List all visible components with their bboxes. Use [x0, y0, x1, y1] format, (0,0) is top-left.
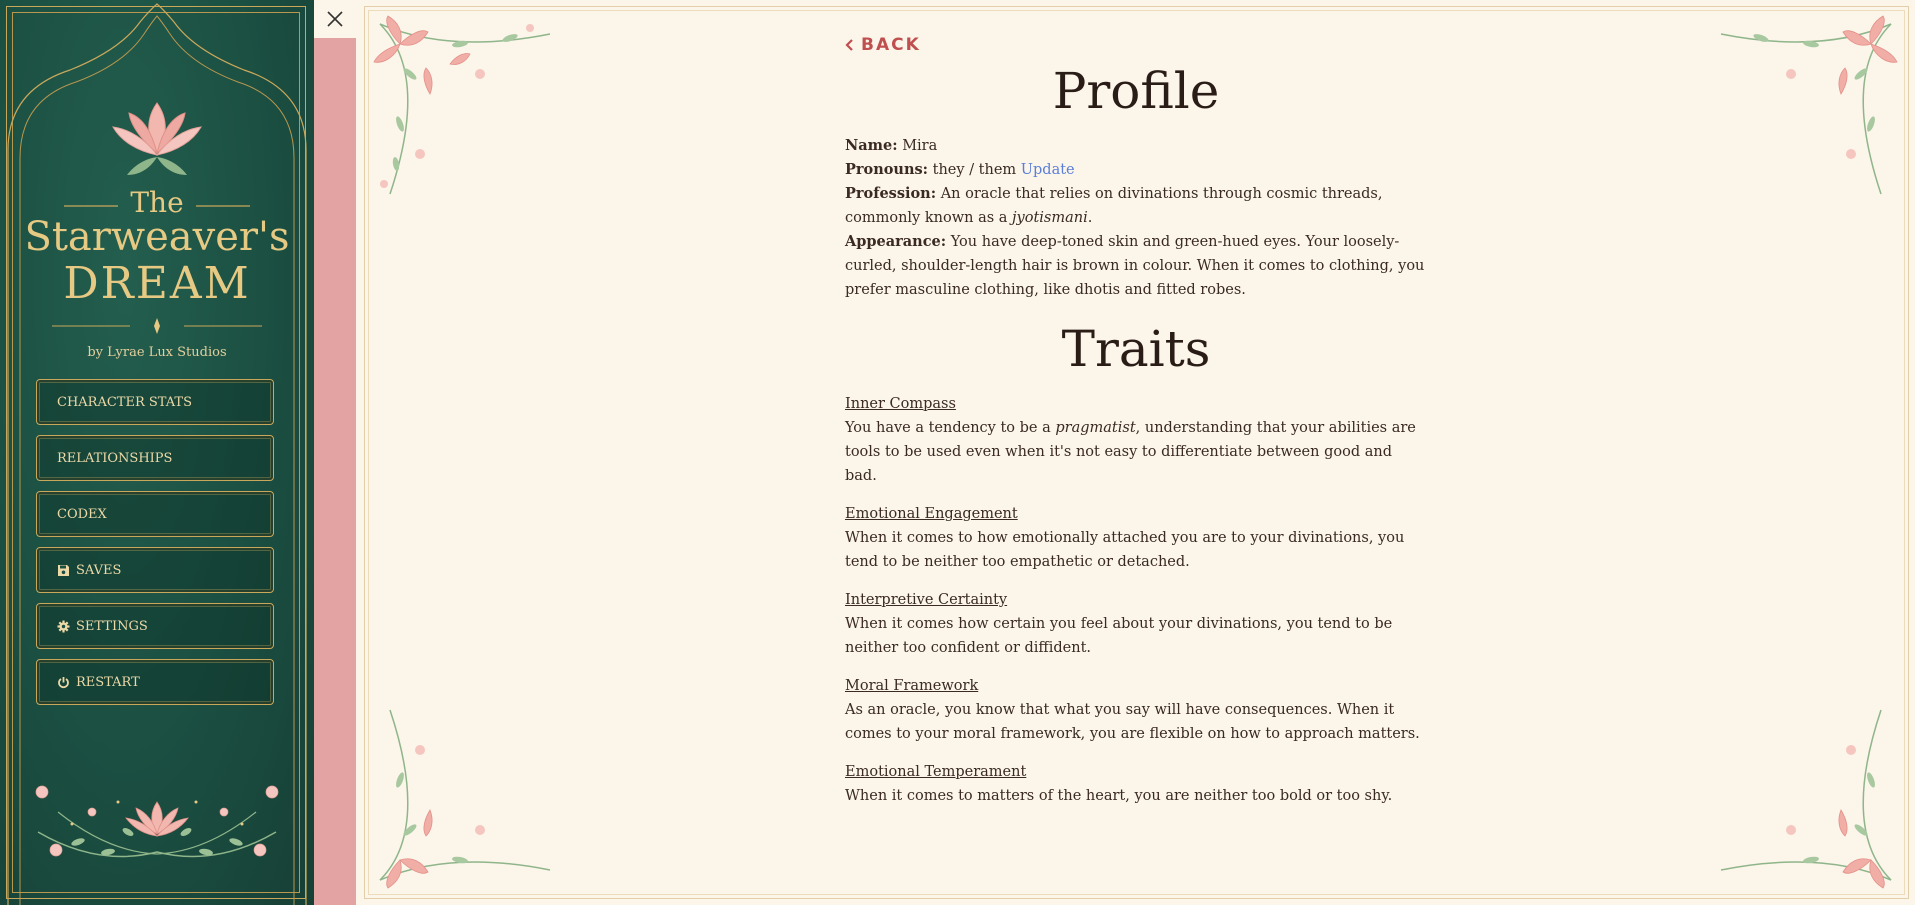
- nav-label: SETTINGS: [76, 618, 148, 634]
- codex-button[interactable]: [36, 491, 274, 537]
- corner-floral-bottom-left-icon: [370, 700, 560, 890]
- restart-button[interactable]: [36, 659, 274, 705]
- trait-item: [845, 588, 1427, 660]
- trait-description: As an oracle, you know that what you say will have consequences. When it comes to your moral framework, you are flexible on how to approach matters.: [845, 702, 1420, 742]
- profile-details: [845, 134, 1427, 302]
- name-label: Name:: [845, 137, 898, 154]
- appearance-row: [845, 230, 1427, 302]
- settings-button[interactable]: [36, 603, 274, 649]
- traits-heading: Traits: [1061, 320, 1211, 378]
- saves-button[interactable]: [36, 547, 274, 593]
- trait-item: [845, 502, 1427, 574]
- trait-text-end: , understanding that your abilities are tools to be used even when it's not easy to differentiate between good and bad.: [845, 420, 1416, 484]
- nav-label: CHARACTER STATS: [57, 394, 192, 410]
- brand-title-starweavers: Starweaver's: [24, 214, 290, 260]
- close-icon: [326, 10, 344, 28]
- gear-icon: [57, 620, 70, 633]
- corner-floral-top-right-icon: [1711, 14, 1901, 204]
- profile-heading: Profile: [1052, 62, 1220, 120]
- trait-title: Interpretive Certainty: [845, 592, 1008, 608]
- brand-byline: by Lyrae Lux Studios: [87, 345, 227, 360]
- trait-emphasis: pragmatist: [1055, 420, 1136, 436]
- trait-description: When it comes to how emotionally attached you are to your divinations, you tend to be neither too empathetic or detached.: [845, 530, 1405, 570]
- trait-item: [845, 392, 1427, 488]
- floral-garland-icon: [28, 772, 286, 872]
- trait-item: [845, 760, 1427, 808]
- profile-content: [845, 30, 1427, 808]
- trait-description: When it comes to matters of the heart, you are neither too bold or too shy.: [845, 788, 1393, 804]
- nav-label: SAVES: [76, 562, 122, 578]
- power-icon: [57, 676, 70, 689]
- appearance-label: Appearance:: [845, 233, 947, 250]
- chevron-left-icon: [845, 39, 855, 51]
- appearance-value: You have deep-toned skin and green-hued eyes. Your loosely-curled, shoulder-length hair is brown in colour. When it comes to clothing, you prefer masculine clothing, like dhotis and fitted robes.: [845, 234, 1425, 298]
- trait-item: [845, 674, 1427, 746]
- back-link[interactable]: [845, 30, 921, 60]
- trait-title: Moral Framework: [845, 678, 979, 694]
- relationships-button[interactable]: [36, 435, 274, 481]
- trait-text: You have a tendency to be a: [845, 420, 1056, 436]
- nav-label: RELATIONSHIPS: [57, 450, 173, 466]
- profession-value: An oracle that relies on divinations through cosmic threads, commonly known as a: [845, 186, 1383, 226]
- brand-title-the: The: [130, 186, 184, 219]
- profession-term: jyotismani: [1012, 210, 1088, 226]
- profession-end: .: [1087, 210, 1093, 226]
- back-label: BACK: [861, 35, 921, 55]
- name-value: Mira: [902, 138, 938, 154]
- pronouns-update-link[interactable]: Update: [1020, 162, 1075, 178]
- profession-row: [845, 182, 1427, 230]
- trait-description: When it comes how certain you feel about your divinations, you tend to be neither too confident or diffident.: [845, 616, 1393, 656]
- brand-title-dream: DREAM: [63, 258, 251, 309]
- floppy-disk-icon: [57, 564, 70, 577]
- nav-label: RESTART: [76, 674, 140, 690]
- character-stats-button[interactable]: [36, 379, 274, 425]
- trait-description: [845, 416, 1427, 488]
- pronouns-value: they / them: [932, 162, 1017, 178]
- profession-label: Profession:: [845, 185, 937, 202]
- nav-label: CODEX: [57, 506, 107, 522]
- trait-title: Emotional Temperament: [845, 764, 1027, 780]
- corner-floral-bottom-right-icon: [1711, 700, 1901, 890]
- pronouns-row: [845, 158, 1427, 182]
- trait-title: Emotional Engagement: [845, 506, 1018, 522]
- corner-floral-top-left-icon: [370, 14, 560, 204]
- close-sidebar-button[interactable]: [314, 0, 356, 38]
- trait-title: Inner Compass: [845, 396, 956, 412]
- lotus-emblem-icon: [107, 95, 207, 177]
- traits-list: [845, 392, 1427, 808]
- sidebar: [0, 0, 314, 905]
- panel-divider-strip: [314, 0, 356, 905]
- name-row: [845, 134, 1427, 158]
- pronouns-label: Pronouns:: [845, 161, 929, 178]
